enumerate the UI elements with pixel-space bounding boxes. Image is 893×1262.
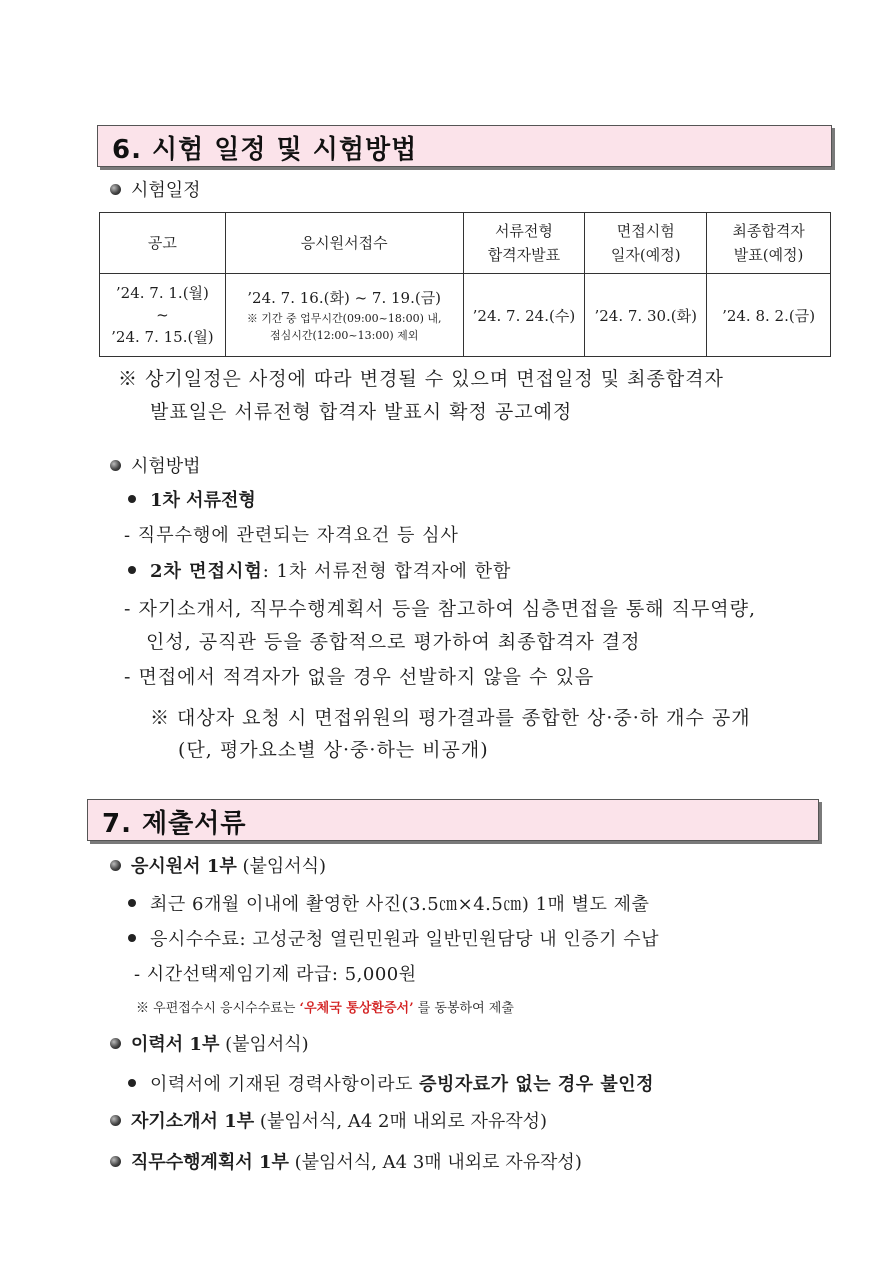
stage1-desc: - 직무수행에 관련되는 자격요건 등 심사 <box>124 525 459 546</box>
stage2-desc2: - 면접에서 적격자가 없을 경우 선발하지 않을 수 있음 <box>124 666 595 688</box>
table-row <box>100 274 831 357</box>
section-7-header <box>87 799 819 841</box>
doc1-item3: - 시간선택제임기제 라급: 5,000원 <box>134 964 417 985</box>
stage2-note2: (단, 평가요소별 상·중·하는 비공개) <box>178 739 489 761</box>
schedule-note-line2: 발표일은 서류전형 합격자 발표시 확정 공고예정 <box>150 401 573 423</box>
schedule-heading: 시험일정 <box>110 176 201 202</box>
doc1-item2: 응시수수료: 고성군청 열린민원과 일반민원담당 내 인증기 수납 <box>128 925 659 951</box>
section-6-header <box>97 125 832 167</box>
table-header-cell: 서류전형 합격자발표 <box>463 213 585 274</box>
doc1-item1: 최근 6개월 이내에 촬영한 사진(3.5㎝×4.5㎝) 1매 별도 제출 <box>128 890 649 916</box>
dot-bullet-icon <box>128 566 136 574</box>
stage1-title: 1차 서류전형 <box>128 486 256 512</box>
stage2-desc1a: - 자기소개서, 직무수행계획서 등을 참고하여 심층면접을 통해 직무역량, <box>124 598 757 620</box>
schedule-note-line1: ※ 상기일정은 사정에 따라 변경될 수 있으며 면접일정 및 최종합격자 <box>118 368 724 390</box>
doc2-line: 이력서 1부 (붙임서식) <box>110 1030 309 1056</box>
round-bullet-icon <box>110 184 121 195</box>
dot-bullet-icon <box>128 495 136 503</box>
table-header-cell: 응시원서접수 <box>225 213 463 274</box>
table-header-cell: 최종합격자 발표(예정) <box>707 213 831 274</box>
interview-date-cell: ’24. 7. 30.(화) <box>585 274 707 357</box>
table-header-cell: 면접시험 일자(예정) <box>585 213 707 274</box>
stage2-desc1b: 인성, 공직관 등을 종합적으로 평가하여 최종합격자 결정 <box>146 631 641 653</box>
doc4-line: 직무수행계획서 1부 (붙임서식, A4 3매 내외로 자유작성) <box>110 1148 582 1174</box>
doc1-line: 응시원서 1부 (붙임서식) <box>110 852 326 878</box>
table-header-row <box>100 213 831 274</box>
round-bullet-icon <box>110 1038 121 1049</box>
stage2-note1: ※ 대상자 요청 시 면접위원의 평가결과를 종합한 상·중·하 개수 공개 <box>150 707 751 729</box>
doc3-line: 자기소개서 1부 (붙임서식, A4 2매 내외로 자유작성) <box>110 1107 547 1133</box>
schedule-table <box>99 212 831 357</box>
stage2-line: 2차 면접시험: 1차 서류전형 합격자에 한함 <box>128 557 511 583</box>
doc-result-cell: ’24. 7. 24.(수) <box>463 274 585 357</box>
table-header-cell: 공고 <box>100 213 226 274</box>
stage2-title: 2차 면접시험 <box>150 561 263 582</box>
doc1-note: ※ 우편접수시 응시수수료는 ‘우체국 통상환증서’ 를 동봉하여 제출 <box>136 1001 514 1016</box>
postal-money-order-highlight: ‘우체국 통상환증서’ <box>299 1001 414 1016</box>
final-result-cell: ’24. 8. 2.(금) <box>707 274 831 357</box>
notice-period-cell: ’24. 7. 1.(월) ~ ’24. 7. 15.(월) <box>100 274 226 357</box>
method-heading: 시험방법 <box>110 452 201 478</box>
dot-bullet-icon <box>128 934 136 942</box>
round-bullet-icon <box>110 460 121 471</box>
round-bullet-icon <box>110 1115 121 1126</box>
section-6-title: 6. 시험 일정 및 시험방법 <box>112 135 418 165</box>
round-bullet-icon <box>110 1156 121 1167</box>
section-7-title: 7. 제출서류 <box>102 809 247 839</box>
round-bullet-icon <box>110 860 121 871</box>
application-period-cell: ’24. 7. 16.(화) ~ 7. 19.(금) ※ 기간 중 업무시간(09:00~18:00) 내, 점심시간(12:00~13:00) 제외 <box>225 274 463 357</box>
dot-bullet-icon <box>128 899 136 907</box>
dot-bullet-icon <box>128 1079 136 1087</box>
doc2-item: 이력서에 기재된 경력사항이라도 증빙자료가 없는 경우 불인정 <box>128 1070 654 1096</box>
